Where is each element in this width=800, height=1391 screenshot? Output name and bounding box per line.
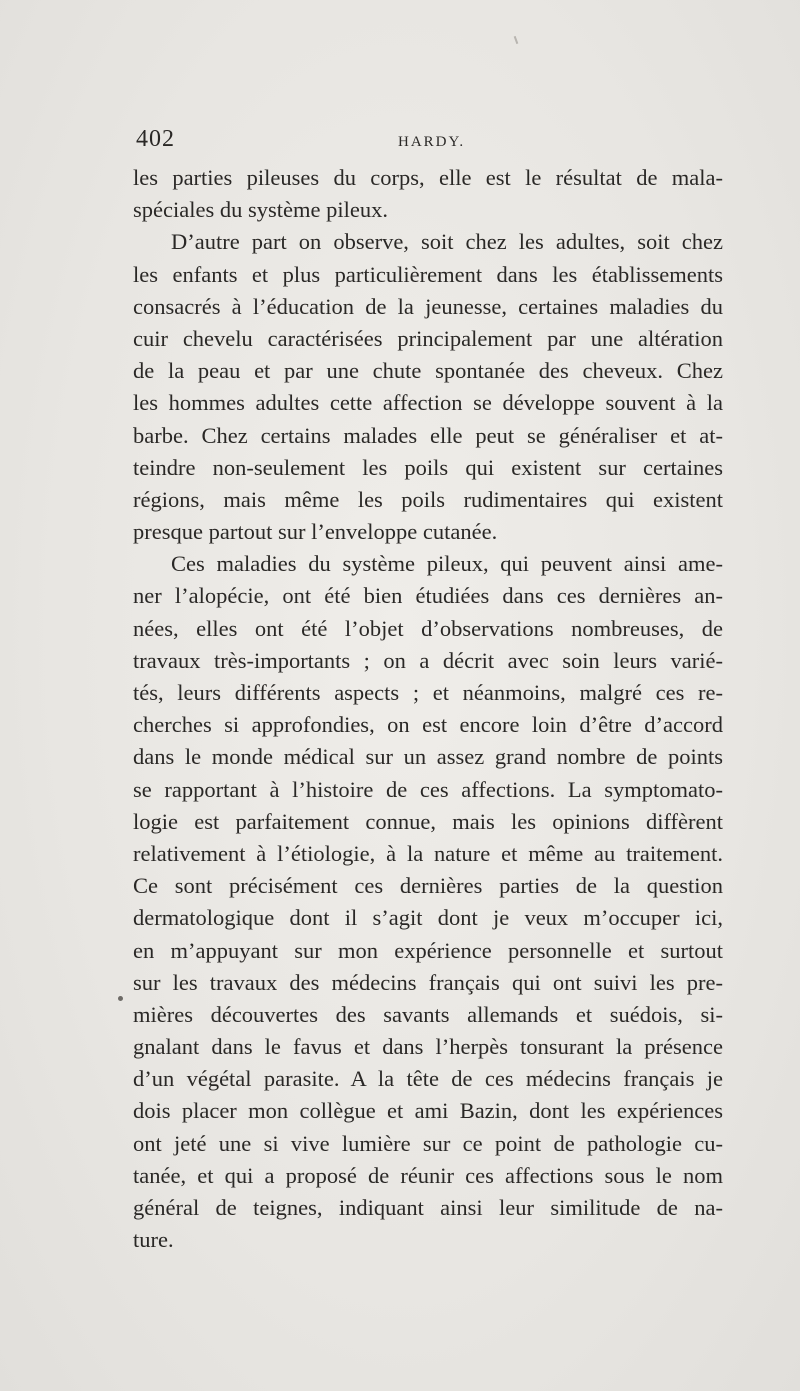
text-line: teindre non-seulement les poils qui existent sur certaines bbox=[133, 454, 723, 480]
text-line: sur les travaux des médecins français qui ont suivi les pre- bbox=[133, 969, 723, 995]
running-head bbox=[136, 126, 716, 158]
text-line: Ces maladies du système pileux, qui peuvent ainsi ame- bbox=[171, 551, 723, 577]
body-text bbox=[133, 162, 723, 1256]
text-line: presque partout sur l’enveloppe cutanée. bbox=[133, 519, 498, 545]
running-title: HARDY. bbox=[398, 134, 466, 150]
page-number: 402 bbox=[136, 126, 175, 152]
text-line: cherches si approfondies, on est encore loin d’être d’accord bbox=[133, 712, 723, 738]
text-line: de la peau et par une chute spontanée des cheveux. Chez bbox=[133, 358, 723, 384]
text-line: régions, mais même les poils rudimentaires qui existent bbox=[133, 486, 723, 512]
text-line: D’autre part on observe, soit chez les adultes, soit chez bbox=[171, 229, 723, 255]
margin-dot bbox=[118, 996, 123, 1001]
text-line: logie est parfaitement connue, mais les opinions diffèrent bbox=[133, 808, 723, 834]
text-line: ture. bbox=[133, 1227, 174, 1253]
text-line: cuir chevelu caractérisées principalement par une altération bbox=[133, 325, 723, 351]
text-line: se rapportant à l’histoire de ces affections. La symptomato- bbox=[133, 776, 723, 802]
text-line: barbe. Chez certains malades elle peut se généraliser et at- bbox=[133, 422, 723, 448]
text-line: nées, elles ont été l’objet d’observations nombreuses, de bbox=[133, 615, 723, 641]
text-line: les hommes adultes cette affection se développe souvent à la bbox=[133, 390, 723, 416]
paper-mark bbox=[514, 36, 519, 44]
text-line: consacrés à l’éducation de la jeunesse, certaines maladies du bbox=[133, 293, 723, 319]
text-line: les enfants et plus particulièrement dans les établissements bbox=[133, 261, 723, 287]
text-line: Ce sont précisément ces dernières parties de la question bbox=[133, 873, 723, 899]
text-line: dermatologique dont il s’agit dont je veux m’occuper ici, bbox=[133, 905, 723, 931]
text-line: les parties pileuses du corps, elle est le résultat de mala- bbox=[133, 165, 723, 190]
text-line: tés, leurs différents aspects ; et néanmoins, malgré ces re- bbox=[133, 680, 723, 705]
text-line: mières découvertes des savants allemands et suédois, si- bbox=[133, 1001, 723, 1027]
text-line: ont jeté une si vive lumière sur ce point de pathologie cu- bbox=[133, 1130, 723, 1156]
text-line: dans le monde médical sur un assez grand nombre de points bbox=[133, 744, 723, 770]
text-line: dois placer mon collègue et ami Bazin, dont les expériences bbox=[133, 1098, 723, 1124]
text-line: spéciales du système pileux. bbox=[133, 197, 388, 223]
text-line: d’un végétal parasite. A la tête de ces médecins français je bbox=[133, 1066, 723, 1092]
text-line: travaux très-importants ; on a décrit avec soin leurs varié- bbox=[133, 647, 723, 673]
text-line: ner l’alopécie, ont été bien étudiées dans ces dernières an- bbox=[133, 583, 723, 609]
text-line: en m’appuyant sur mon expérience personnelle et surtout bbox=[133, 937, 723, 963]
text-line: relativement à l’étiologie, à la nature et même au traitement. bbox=[133, 840, 723, 866]
text-line: général de teignes, indiquant ainsi leur similitude de na- bbox=[133, 1195, 723, 1220]
text-line: gnalant dans le favus et dans l’herpès tonsurant la présence bbox=[133, 1034, 723, 1060]
text-line: tanée, et qui a proposé de réunir ces affections sous le nom bbox=[133, 1162, 723, 1188]
